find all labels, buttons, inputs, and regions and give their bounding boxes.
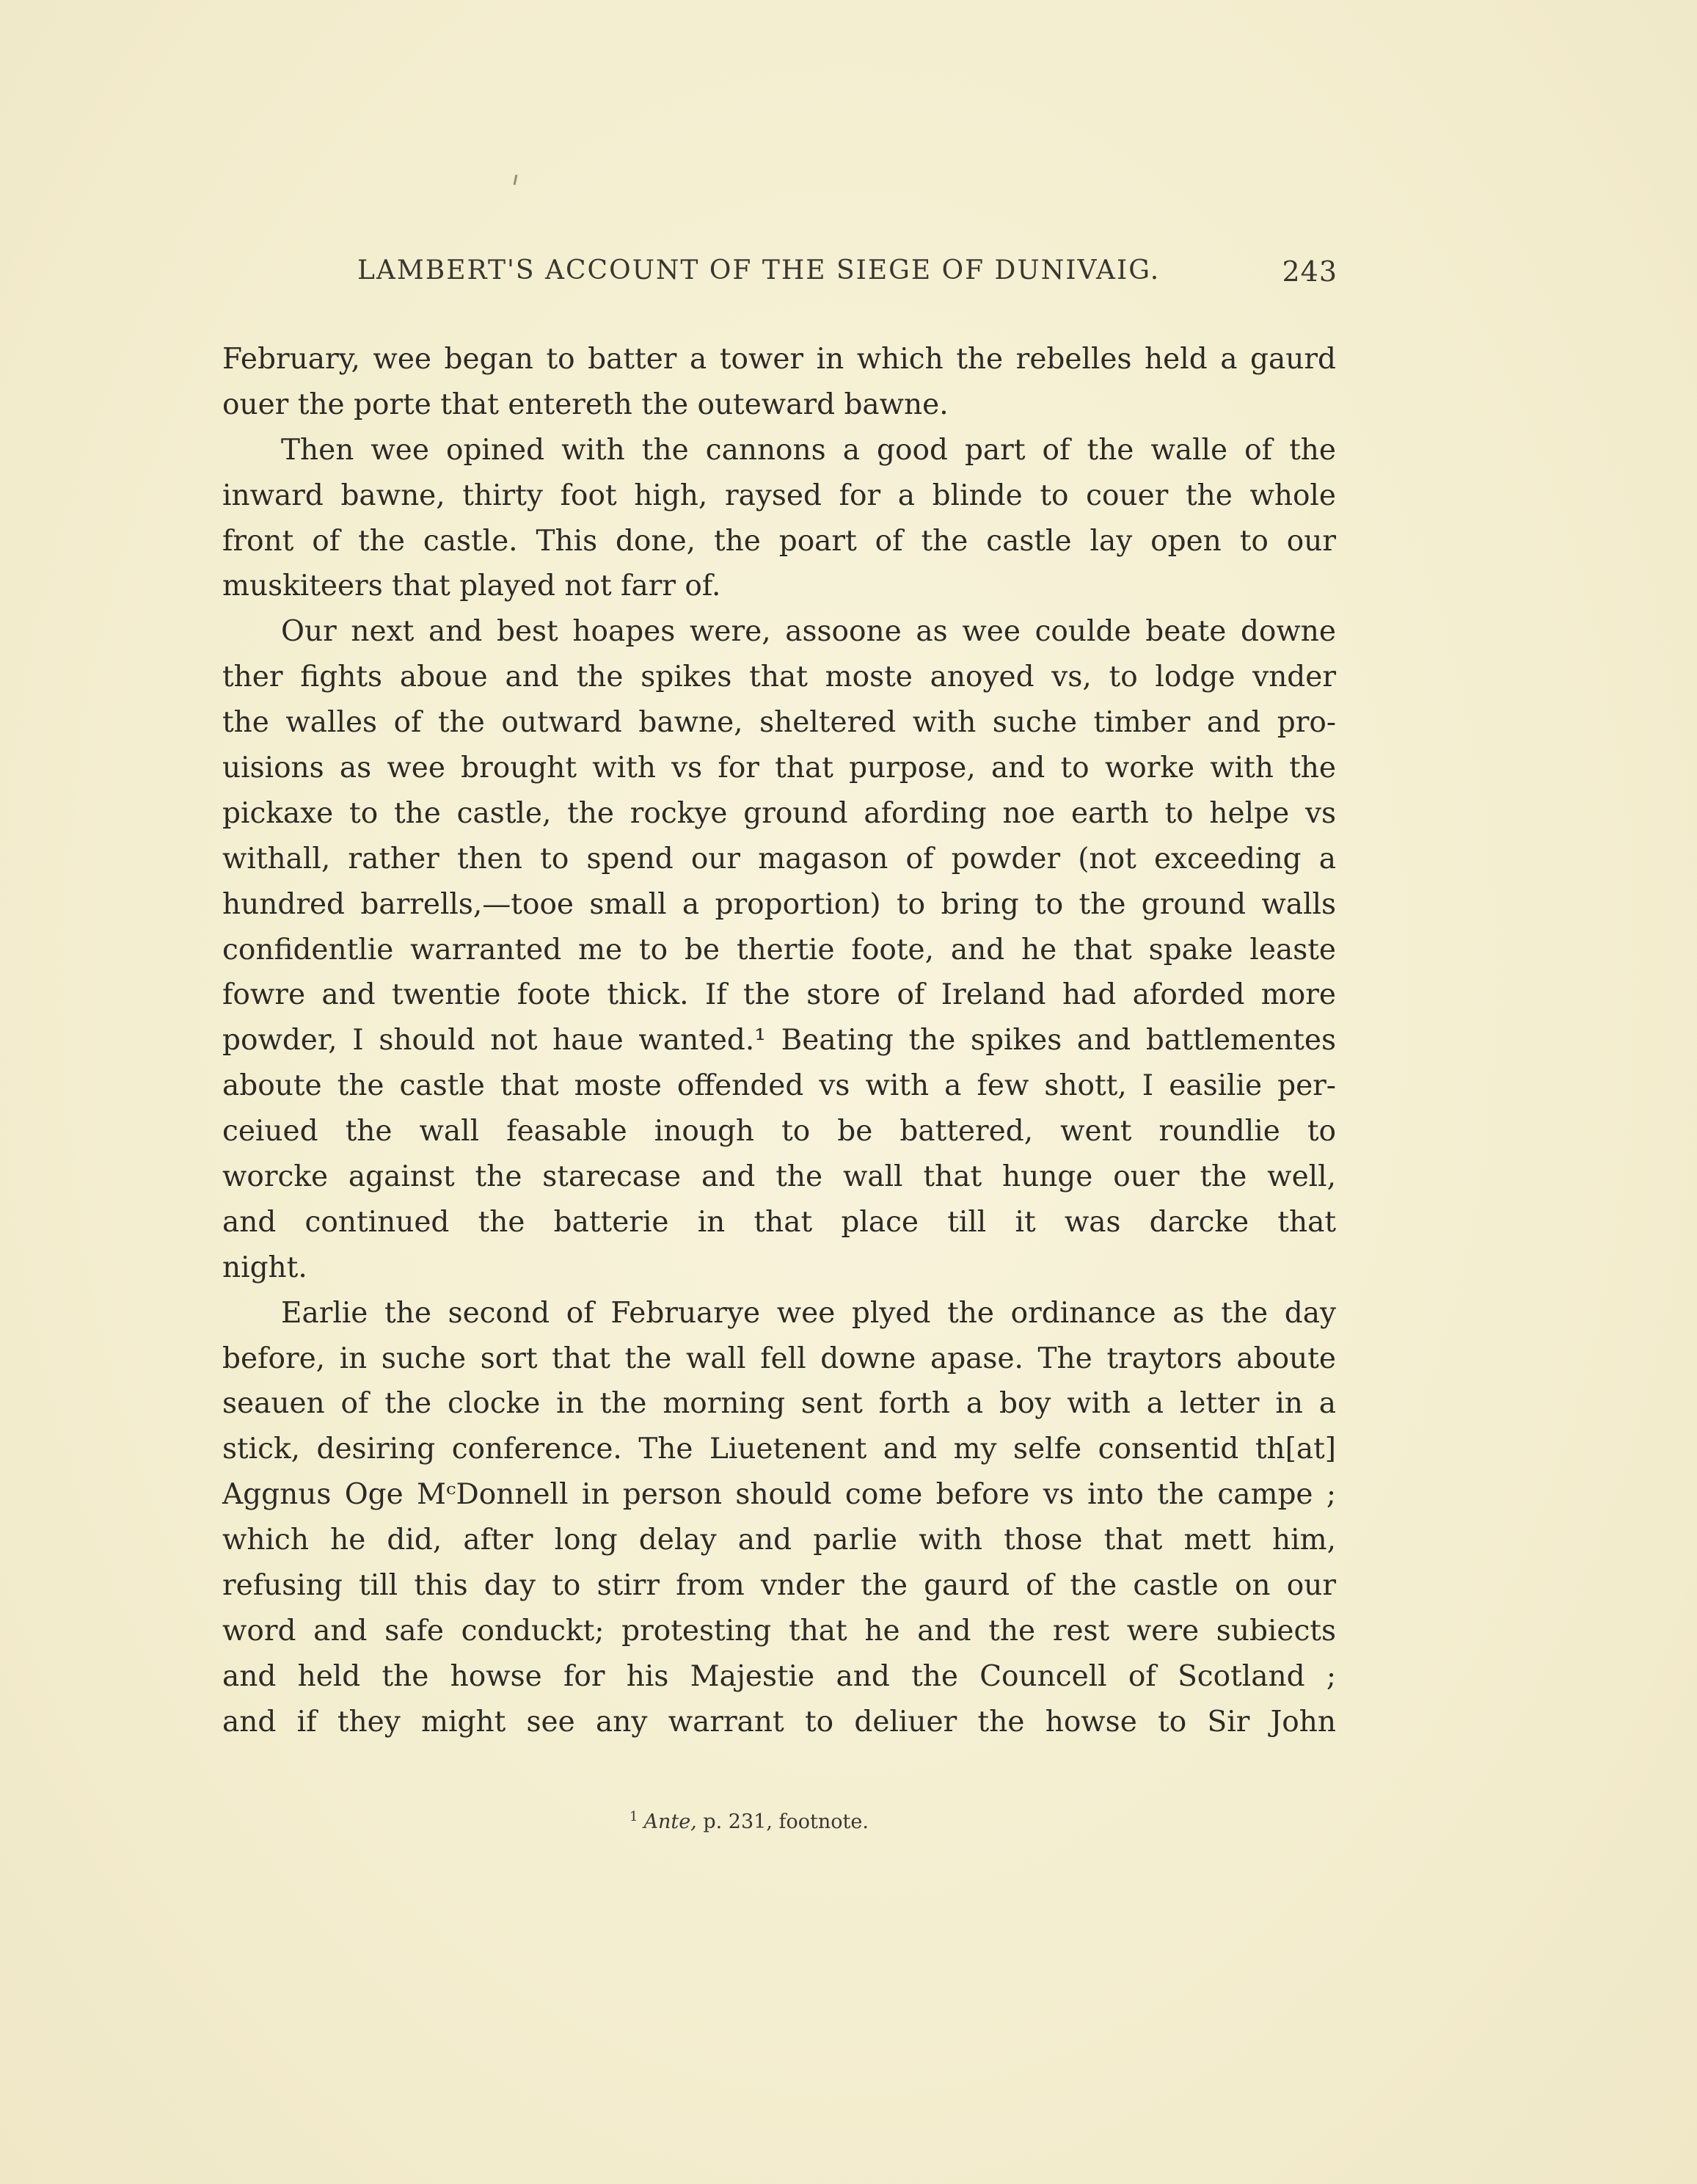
text-line: and continued the batterie in that place till it was darcke that <box>222 1205 1336 1239</box>
text-line: aboute the castle that moste offended vs with a few shott, I easilie per- <box>222 1069 1336 1103</box>
text-line: withall, rather then to spend our magason of powder (not exceeding a <box>222 842 1336 876</box>
stray-ink-mark <box>514 175 518 185</box>
text-line: pickaxe to the castle, the rockye ground afording noe earth to helpe vs <box>222 796 1336 830</box>
text-line: February, wee began to batter a tower in which the rebelles held a gaurd <box>222 343 1336 376</box>
footnote-text: p. 231, footnote. <box>696 1810 869 1833</box>
text-line: Our next and best hoapes were, assoone as wee coulde beate downe <box>281 615 1336 649</box>
text-line: stick, desiring conference. The Liuetenent and my selfe consentid th[at] <box>222 1433 1336 1466</box>
body-text <box>222 337 1336 1745</box>
page-number: 243 <box>1282 255 1337 288</box>
text-line: Earlie the second of Februarye wee plyed the ordinance as the day <box>281 1296 1336 1330</box>
text-line: word and safe conduckt; protesting that he and the rest were subiects <box>222 1614 1336 1648</box>
text-line: the walles of the outward bawne, sheltered with suche timber and pro- <box>222 706 1336 740</box>
text-line: Aggnus Oge MᶜDonnell in person should come before vs into the campe ; <box>222 1478 1336 1512</box>
text-line: fowre and twentie foote thick. If the store of Ireland had aforded more <box>222 978 1336 1012</box>
text-line: ther fights aboue and the spikes that moste anoyed vs, to lodge vnder <box>222 660 1336 694</box>
text-line: refusing till this day to stirr from vnder the gaurd of the castle on our <box>222 1569 1336 1603</box>
text-line: which he did, after long delay and parlie with those that mett him, <box>222 1524 1336 1557</box>
text-line: before, in suche sort that the wall fell downe apase. The traytors aboute <box>222 1342 1336 1375</box>
text-line: and held the howse for his Majestie and the Councell of Scotland ; <box>222 1659 1336 1693</box>
text-line: uisions as wee brought with vs for that purpose, and to worke with the <box>222 751 1336 785</box>
text-line: night. <box>222 1251 307 1284</box>
running-head-title: LAMBERT'S ACCOUNT OF THE SIEGE OF DUNIVAIG. <box>357 255 1161 285</box>
text-line: ouer the porte that entereth the outeward bawne. <box>222 387 949 421</box>
text-line: worcke against the starecase and the wall that hunge ouer the well, <box>222 1160 1336 1194</box>
text-line: confidentlie warranted me to be thertie foote, and he that spake leaste <box>222 933 1336 967</box>
text-line: hundred barrells,—tooe small a proportion) to bring to the ground walls <box>222 887 1336 921</box>
text-line: inward bawne, thirty foot high, raysed for a blinde to couer the whole <box>222 478 1336 512</box>
text-line: muskiteers that played not farr of. <box>222 569 721 603</box>
text-line: powder, I should not haue wanted.¹ Beating the spikes and battlementes <box>222 1024 1336 1058</box>
text-line: ceiued the wall feasable inough to be battered, went roundlie to <box>222 1115 1336 1149</box>
running-head <box>357 255 1337 296</box>
footnote-ref: Ante, <box>643 1810 697 1833</box>
text-line: front of the castle. This done, the poart of the castle lay open to our <box>222 524 1336 558</box>
footnote <box>629 1809 869 1833</box>
text-line: Then wee opined with the cannons a good part of the walle of the <box>281 433 1336 467</box>
text-line: and if they might see any warrant to deliuer the howse to Sir John <box>222 1705 1336 1739</box>
text-line: seauen of the clocke in the morning sent forth a boy with a letter in a <box>222 1387 1336 1421</box>
footnote-marker: 1 <box>629 1809 638 1824</box>
